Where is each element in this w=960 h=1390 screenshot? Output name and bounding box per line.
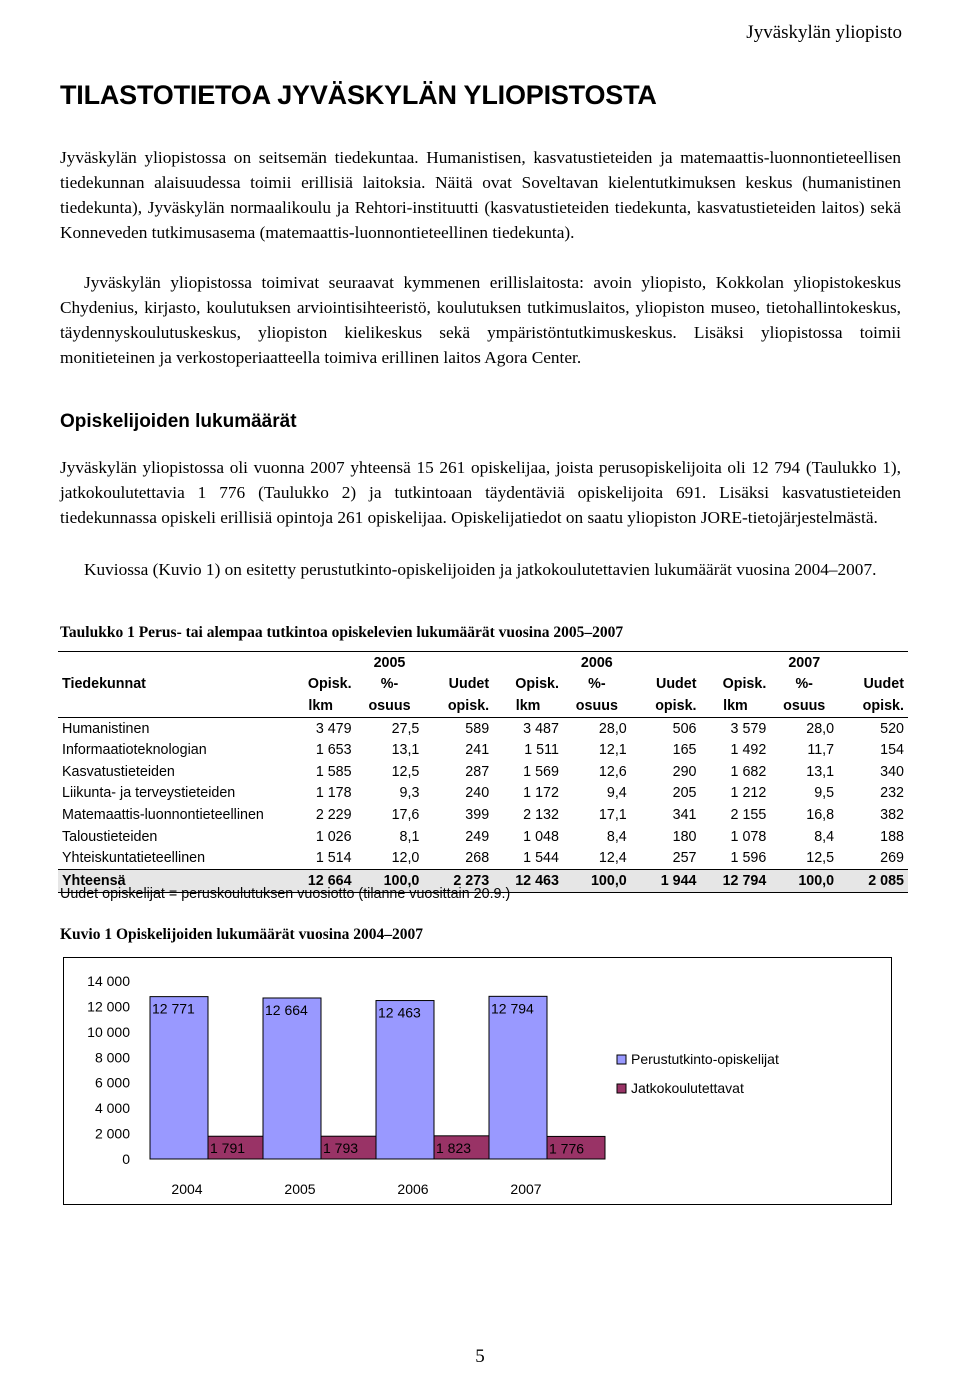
table-body	[58, 717, 908, 869]
sub-header-count: Opisk.	[515, 676, 559, 693]
table-cell: 287	[465, 763, 490, 780]
table-cell: 240	[465, 785, 490, 802]
table-cell: 257	[672, 850, 697, 867]
table-row	[58, 739, 908, 761]
faculty-name: Informaatioteknologian	[62, 742, 207, 759]
data-label: 1 791	[210, 1140, 246, 1157]
faculty-name: Yhteiskuntatieteellinen	[62, 850, 206, 867]
table-cell: 9,4	[606, 785, 627, 802]
table-note: Uudet opiskelijat = peruskoulutuksen vuosiotto (tilanne vuosittain 20.9.)	[60, 886, 511, 902]
header-organization: Jyväskylän yliopisto	[746, 22, 902, 43]
faculty-name: Liikunta- ja terveystieteiden	[62, 785, 236, 802]
table-cell: 1 492	[730, 742, 767, 759]
table-cell: 232	[880, 785, 904, 802]
table-cell: 180	[672, 828, 697, 845]
table-cell: 2 132	[523, 806, 559, 823]
total-cell: 2 273	[423, 869, 493, 892]
table-cell: 399	[465, 806, 490, 823]
y-tick-label: 14 000	[87, 973, 130, 989]
page-title: TILASTOTIETOA JYVÄSKYLÄN YLIOPISTOSTA	[60, 80, 657, 110]
table-cell: 1 569	[523, 763, 559, 780]
table-cell: 1 172	[523, 785, 559, 802]
faculty-name: Matemaattis-luonnontieteellinen	[62, 806, 264, 823]
table-cell: 3 487	[523, 720, 559, 737]
table-cell: 154	[880, 742, 904, 759]
table-cell: 290	[672, 763, 697, 780]
total-cell: 12 463	[493, 869, 563, 892]
legend-label: Jatkokoulutettavat	[631, 1080, 744, 1096]
table-cell: 1 585	[315, 763, 352, 780]
sub-header-new: Uudet	[863, 676, 904, 693]
table-cell: 1 514	[315, 850, 352, 867]
sub-header-count: Opisk.	[307, 676, 352, 693]
table-cell: 382	[880, 806, 904, 823]
data-label: 1 793	[323, 1140, 359, 1157]
table-cell: 13,1	[391, 742, 420, 759]
table-cell: 17,6	[391, 806, 420, 823]
table-cell: 1 653	[315, 742, 352, 759]
total-cell: 100,0	[563, 869, 631, 892]
table-caption: Taulukko 1 Perus- tai alempaa tutkintoa opiskelevien lukumäärät vuosina 2005–2007	[60, 624, 624, 641]
x-tick-label: 2007	[510, 1181, 542, 1197]
table-cell: 9,3	[399, 785, 420, 802]
total-cell: 100,0	[356, 869, 424, 892]
data-label: 1 823	[436, 1139, 472, 1156]
table-cell: 8,4	[606, 828, 627, 845]
sub-header-share: %-	[588, 676, 606, 693]
y-tick-label: 12 000	[87, 998, 130, 1015]
section-paragraph-1: Jyväskylän yliopistossa oli vuonna 2007 yhteensä 15 261 opiskelijaa, joista perusopiskelijoita oli 12 794 (Taulukko 1), jatkokoulutettavia 1 776 (Taulukko 2) ja tutkintoaan täydentäviä opiskelijoita 691. Lisäksi kasvatustieteiden tiedekunnassa opiskeli erillisiä opintoja 261 opiskelijaa. Opiskelijatiedot on saatu yliopiston JORE-tietojärjestelmästä.	[60, 458, 901, 527]
table-cell: 589	[465, 720, 490, 737]
table-cell: 9,5	[814, 785, 835, 802]
table-cell: 165	[672, 742, 697, 759]
page-number: 5	[475, 1346, 485, 1367]
year-2005-header: 2005	[286, 652, 493, 674]
table-cell: 205	[672, 785, 697, 802]
total-cell: 2 085	[838, 869, 908, 892]
table-cell: 8,4	[814, 828, 835, 845]
sub-header-row-top	[58, 674, 908, 696]
sub-header-count: Opisk.	[722, 676, 767, 693]
students-table	[58, 651, 908, 893]
table-cell: 1 596	[730, 850, 767, 867]
total-cell: 1 944	[631, 869, 701, 892]
bar-chart	[64, 958, 893, 1206]
bar-undergraduate	[263, 998, 321, 1159]
sub-header-share: %-	[380, 676, 399, 693]
table-row	[58, 826, 908, 848]
table-cell: 12,1	[598, 742, 627, 759]
table-cell: 2 229	[315, 806, 352, 823]
intro-paragraph-1: Jyväskylän yliopistossa on seitsemän tiedekuntaa. Humanistisen, kasvatustieteiden ja matemaattis-luonnontieteellisen tiedekunnan alaisuudessa toimii erillisiä laitoksia. Näitä ovat Soveltavan kielentutkimuksen keskus (humanistinen tiedekunta), Jyväskylän normaalikoulu ja Rehtori-instituutti (kasvatustieteiden tiedekunta, kasvatustieteiden laitos) sekä Konneveden tutkimusasema (matemaattis-luonnontieteellinen tiedekunta).	[60, 148, 901, 242]
table-cell: 11,7	[807, 742, 835, 759]
x-tick-label: 2005	[284, 1181, 316, 1197]
table-row	[58, 761, 908, 783]
sub-header-new-unit: opisk.	[631, 695, 701, 717]
table-cell: 28,0	[598, 720, 627, 737]
chart-container	[63, 957, 892, 1205]
table-cell: 12,0	[391, 850, 420, 867]
section-paragraph-2: Kuviossa (Kuvio 1) on esitetty perustutkinto-opiskelijoiden ja jatkokoulutettavien lukumäärät vuosina 2004–2007.	[84, 560, 877, 579]
year-2006-header: 2006	[493, 652, 700, 674]
table-cell: 1 078	[730, 828, 767, 845]
sub-header-new: Uudet	[656, 676, 697, 693]
y-tick-label: 10 000	[87, 1023, 130, 1040]
sub-header-count-unit: lkm	[701, 695, 771, 717]
section-heading: Opiskelijoiden lukumäärät	[60, 411, 297, 432]
table-cell: 1 544	[523, 850, 559, 867]
table-cell: 1 178	[315, 785, 352, 802]
sub-header-share-unit: osuus	[563, 695, 631, 717]
data-label: 12 794	[491, 1000, 534, 1017]
sub-header-count-unit: lkm	[286, 695, 356, 717]
sub-header-share-unit: osuus	[770, 695, 838, 717]
y-tick-label: 2 000	[94, 1125, 130, 1142]
table-cell: 341	[672, 806, 697, 823]
table-cell: 241	[465, 742, 490, 759]
table-cell: 188	[880, 828, 904, 845]
table-cell: 268	[465, 850, 490, 867]
bar-undergraduate	[489, 996, 547, 1159]
table-cell: 3 479	[315, 720, 352, 737]
y-tick-label: 0	[122, 1151, 130, 1167]
table-cell: 27,5	[391, 720, 420, 737]
table-cell: 12,5	[391, 763, 420, 780]
bar-undergraduate	[150, 997, 208, 1159]
faculty-name: Taloustieteiden	[62, 828, 158, 845]
table-cell: 1 511	[524, 742, 559, 759]
table-cell: 28,0	[806, 720, 835, 737]
y-tick-label: 8 000	[94, 1049, 130, 1066]
table-cell: 12,5	[806, 850, 835, 867]
sub-header-share-unit: osuus	[356, 695, 424, 717]
year-header-row	[58, 652, 908, 674]
total-cell: 12 664	[286, 869, 356, 892]
table-cell: 340	[880, 763, 904, 780]
table-cell: 12,6	[598, 763, 627, 780]
table-cell: 1 682	[730, 763, 767, 780]
table-row	[58, 783, 908, 805]
table-cell: 520	[880, 720, 904, 737]
table-cell: 2 155	[730, 806, 767, 823]
figure-caption: Kuvio 1 Opiskelijoiden lukumäärät vuosina 2004–2007	[60, 926, 424, 943]
table-cell: 16,8	[806, 806, 835, 823]
table-cell: 249	[465, 828, 490, 845]
table-row	[58, 847, 908, 869]
sub-header-new: Uudet	[448, 676, 490, 693]
faculty-name: Humanistinen	[62, 720, 150, 737]
table-cell: 3 579	[730, 720, 767, 737]
table-row	[58, 717, 908, 739]
x-tick-label: 2004	[171, 1181, 203, 1197]
total-cell: 100,0	[770, 869, 838, 892]
table-cell: 13,1	[806, 763, 835, 780]
sub-header-count-unit: lkm	[493, 695, 563, 717]
legend-swatch	[617, 1055, 626, 1064]
total-cell: 12 794	[701, 869, 771, 892]
table-cell: 8,1	[399, 828, 420, 845]
table-cell: 1 212	[730, 785, 767, 802]
y-tick-label: 4 000	[94, 1100, 130, 1117]
data-label: 12 664	[265, 1001, 308, 1018]
legend-swatch	[617, 1084, 626, 1093]
sub-header-share: %-	[795, 676, 813, 693]
total-label: Yhteensä	[58, 869, 286, 892]
legend-label: Perustutkinto-opiskelijat	[631, 1051, 779, 1067]
sub-header-row-bottom	[58, 695, 908, 717]
table-cell: 1 048	[523, 828, 559, 845]
faculty-name: Kasvatustieteiden	[62, 763, 175, 780]
faculty-column-header: Tiedekunnat	[62, 676, 146, 693]
table-row	[58, 804, 908, 826]
intro-paragraph-2: Jyväskylän yliopistossa toimivat seuraavat kymmenen erillislaitosta: avoin yliopisto, Kokkolan yliopistokeskus Chydenius, kirjasto, koulutuksen arviointisihteeristö, koulutuksen tutkimuslaitos, yliopiston museo, tietohallintokeskus, täydennyskoulutuskeskus, yliopiston kielikeskus sekä ympäristöntutkimuskeskus. Lisäksi yliopistossa toimii monitieteinen ja verkostoperiaatteella toimiva erillinen laitos Agora Center.	[60, 273, 901, 367]
data-label: 12 463	[378, 1004, 421, 1021]
y-tick-label: 6 000	[94, 1074, 130, 1091]
data-label: 12 771	[152, 1000, 195, 1017]
table-cell: 269	[880, 850, 904, 867]
x-tick-label: 2006	[397, 1181, 429, 1197]
bar-undergraduate	[376, 1001, 434, 1159]
year-2007-header: 2007	[701, 652, 908, 674]
table-cell: 506	[672, 720, 697, 737]
table-cell: 12,4	[598, 850, 627, 867]
sub-header-new-unit: opisk.	[838, 695, 908, 717]
table-cell: 17,1	[598, 806, 627, 823]
table-cell: 1 026	[315, 828, 352, 845]
data-label: 1 776	[549, 1140, 585, 1157]
sub-header-new-unit: opisk.	[423, 695, 493, 717]
